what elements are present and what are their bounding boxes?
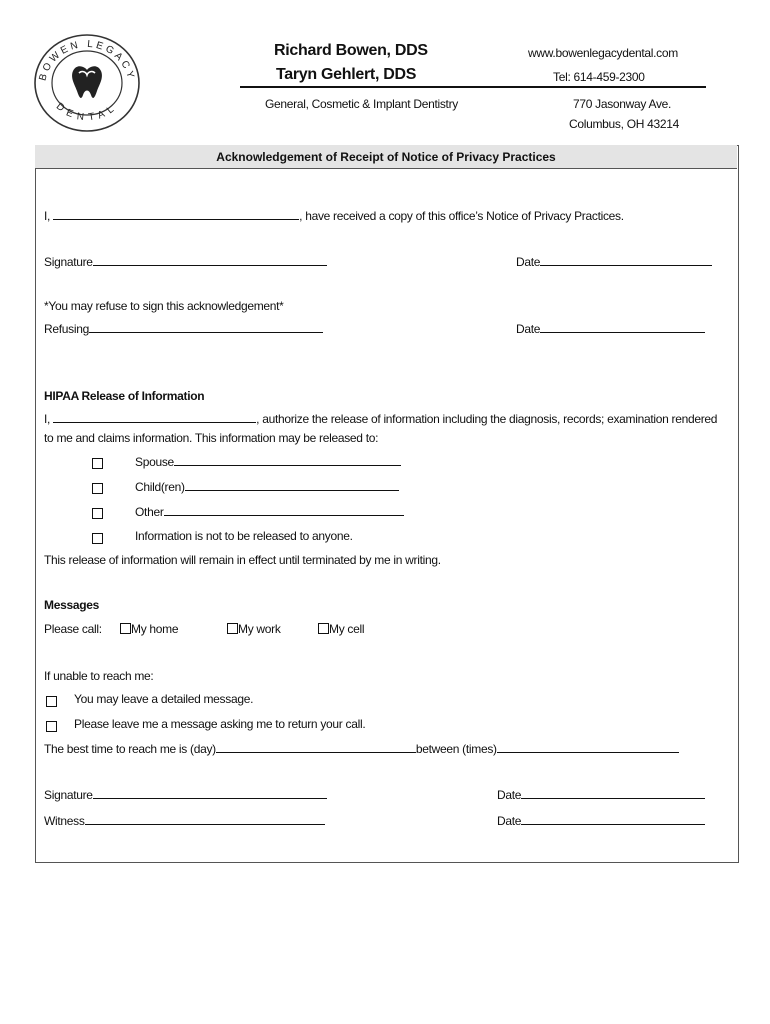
no-release-checkbox[interactable] — [92, 530, 103, 548]
return-call-label: Please leave me a message asking me to return your call. — [74, 717, 366, 731]
footer-date-label-1: Date — [497, 788, 522, 802]
footer-signature-label: Signature — [44, 788, 93, 802]
please-call-label: Please call: — [44, 622, 102, 636]
ack-date-label: Date — [516, 255, 541, 269]
other-field[interactable] — [164, 504, 404, 516]
hipaa-name-field[interactable] — [53, 411, 256, 423]
form-title: Acknowledgement of Receipt of Notice of Privacy Practices — [35, 145, 737, 169]
footer-date-label-2: Date — [497, 814, 522, 828]
doctor-name-2: Taryn Gehlert, DDS — [276, 66, 417, 83]
best-day-field[interactable] — [216, 741, 416, 753]
ack-signature-row — [44, 254, 327, 269]
footer-witness-row — [44, 813, 325, 828]
refusing-date-field[interactable] — [540, 321, 705, 333]
footer-date-row-2 — [497, 813, 705, 828]
footer-signature-row — [44, 787, 327, 802]
call-home-option[interactable] — [120, 622, 178, 636]
between-times-label: between (times) — [415, 742, 497, 756]
logo-text-top: BOWEN LEGACY — [37, 38, 137, 83]
practice-logo — [33, 33, 141, 133]
ack-statement: , have received a copy of this office’s Notice of Privacy Practices. — [299, 209, 624, 223]
hipaa-heading: HIPAA Release of Information — [44, 389, 205, 403]
footer-witness-field[interactable] — [85, 813, 325, 825]
children-checkbox[interactable] — [92, 480, 103, 498]
messages-heading: Messages — [44, 598, 99, 612]
spouse-field[interactable] — [174, 454, 401, 466]
call-cell-checkbox[interactable] — [318, 623, 329, 634]
best-time-row — [44, 741, 679, 756]
hipaa-validity: This release of information will remain in effect until terminated by me in writing. — [44, 553, 441, 567]
other-checkbox[interactable] — [92, 505, 103, 523]
unable-to-reach-label: If unable to reach me: — [44, 669, 154, 683]
ack-name-field[interactable] — [53, 208, 299, 220]
best-time-label: The best time to reach me is (day) — [44, 742, 216, 756]
footer-date-row-1 — [497, 787, 705, 802]
address-line-2: Columbus, OH 43214 — [569, 117, 679, 131]
footer-date-field-2[interactable] — [521, 813, 705, 825]
refuse-note: *You may refuse to sign this acknowledgement* — [44, 299, 284, 313]
ack-signature-field[interactable] — [93, 254, 327, 266]
children-option — [135, 479, 399, 494]
header-divider — [240, 86, 706, 88]
ack-date-row — [516, 254, 712, 269]
ack-date-field[interactable] — [540, 254, 712, 266]
call-work-label: My work — [238, 622, 281, 636]
refusing-label: Refusing — [44, 322, 89, 336]
doctor-name-1: Richard Bowen, DDS — [274, 42, 428, 59]
spouse-option — [135, 454, 401, 469]
phone: Tel: 614-459-2300 — [553, 70, 645, 84]
call-work-option[interactable] — [227, 622, 281, 636]
call-home-label: My home — [131, 622, 179, 636]
other-option — [135, 504, 404, 519]
footer-date-field-1[interactable] — [521, 787, 705, 799]
website[interactable]: www.bowenlegacydental.com — [528, 46, 678, 60]
hipaa-continue-text: to me and claims information. This information may be released to: — [44, 431, 379, 445]
refusing-field[interactable] — [89, 321, 323, 333]
footer-witness-label: Witness — [44, 814, 85, 828]
refusing-row — [44, 321, 323, 336]
spouse-checkbox[interactable] — [92, 455, 103, 473]
hipaa-authorize-text: , authorize the release of information including the diagnosis, records; examination rendered — [256, 412, 718, 426]
address-line-1: 770 Jasonway Ave. — [573, 97, 672, 111]
logo-text-bottom: DENTAL — [53, 100, 121, 124]
other-label: Other — [135, 505, 164, 519]
detailed-message-label: You may leave a detailed message. — [74, 692, 254, 706]
call-home-checkbox[interactable] — [120, 623, 131, 634]
hipaa-i-label: I, — [44, 412, 51, 426]
best-times-field[interactable] — [497, 741, 679, 753]
ack-statement-row — [44, 208, 624, 223]
specialty: General, Cosmetic & Implant Dentistry — [265, 97, 458, 111]
children-field[interactable] — [185, 479, 399, 491]
refusing-date-row — [516, 321, 705, 336]
refusing-date-label: Date — [516, 322, 541, 336]
return-call-checkbox[interactable] — [46, 718, 57, 736]
call-cell-option[interactable] — [318, 622, 364, 636]
detailed-message-checkbox[interactable] — [46, 693, 57, 711]
hipaa-authorize-row — [44, 411, 717, 426]
call-cell-label: My cell — [329, 622, 365, 636]
call-work-checkbox[interactable] — [227, 623, 238, 634]
spouse-label: Spouse — [135, 455, 174, 469]
footer-signature-field[interactable] — [93, 787, 327, 799]
svg-text:DENTAL — [54, 101, 120, 123]
ack-i-label: I, — [44, 209, 51, 223]
no-release-label: Information is not to be released to anyone. — [135, 529, 353, 543]
tooth-icon — [72, 66, 102, 98]
ack-signature-label: Signature — [44, 255, 93, 269]
children-label: Child(ren) — [135, 480, 185, 494]
